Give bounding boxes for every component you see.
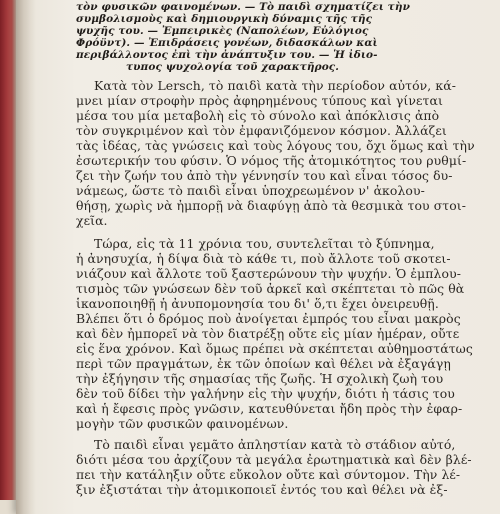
paragraph-line: ξιν ἐξιστάται τὴν ἀτομικοποιεῖ ἐντός του καὶ θέλει νὰ ἐξ- xyxy=(76,482,448,497)
footnote-line: συμβολισμοὺς καὶ δημιουργικὴ δύναμις τῆς τῆς xyxy=(76,13,373,25)
footnote-line: Φρόϋντ). — Ἐπιδράσεις γονέων, διδασκάλων καὶ xyxy=(76,37,378,49)
paragraph-line: καὶ δὲν ἠμπορεῖ νὰ τὸν διατρέξῃ οὔτε εἰς μίαν ἡμέραν, οὔτε xyxy=(76,326,460,341)
footnote-line: περιβάλλοντος ἐπὶ τὴν ἀνάπτυξιν του. — Ἡ ἰδιο- xyxy=(76,49,378,61)
paragraph-line: τὰς ἰδέας, τὰς γνώσεις καὶ τοὺς λόγους του, ὄχι ὅμως καὶ τὴν xyxy=(76,138,475,153)
paragraph-line: περὶ τῶν πραγμάτων, ἐκ τῶν ὁποίων καὶ θέλει νὰ ἐξαγάγῃ xyxy=(76,356,451,371)
paragraph-line: δὲν τοῦ δίδει τὴν γαλήνην εἰς τὴν ψυχήν, διότι ἡ τάσις του xyxy=(76,386,455,401)
paragraph-line: χεῖα. xyxy=(76,213,108,228)
paragraph-line: ζει τὴν ζωήν του ἀπὸ τὴν γέννησίν του καὶ εἶναι τόσος δυ- xyxy=(76,168,453,183)
paragraph-line: ἡ ἀνησυχία, ἡ δίψα διὰ τὸ κάθε τι, ποὺ ἄλλοτε τοῦ σκοτει- xyxy=(76,251,451,266)
paragraph-line: Τὸ παιδὶ εἶναι γεμᾶτο ἀπληστίαν κατὰ τὸ στάδιον αὐτό, xyxy=(94,437,456,452)
paragraph-line: θήσῃ, χωρὶς νὰ ἠμπορῇ νὰ διαφύγῃ ἀπὸ τὰ θεσμικὰ του στοι- xyxy=(76,198,467,213)
paragraph-line: τισμὸς τῶν γνώσεων δὲν τοῦ ἀρκεῖ καὶ σκέπτεται τὸ πῶς θὰ xyxy=(76,281,465,296)
page-gutter-shadow xyxy=(16,0,36,514)
paragraph-line: ἐσωτερικήν του φύσιν. Ὁ νόμος τῆς ἀτομικότητος του ρυθμί- xyxy=(76,153,467,168)
paragraph-line: Κατὰ τὸν Lersch, τὸ παιδὶ κατὰ τὴν περίοδον αὐτόν, κά- xyxy=(94,78,456,93)
footnote-line: τὸν φυσικῶν φαινομένων. — Τὸ παιδὶ σχηματίζει τὴν xyxy=(76,1,410,13)
paragraph-line: καὶ ἡ ἔφεσις πρὸς γνῶσιν, κατευθύνεται ἤδη πρὸς τὴν ἐφαρ- xyxy=(76,401,463,416)
paragraph-line: τὸν συγκριμένον καὶ τὸν ἐμφανιζόμενον κόσμον. Ἀλλάζει xyxy=(76,123,447,138)
paragraph-line: νάμεως, ὥστε τὸ παιδὶ εἶναι ὑποχρεωμένον ν' ἀκολου- xyxy=(76,183,425,198)
book-page xyxy=(16,0,500,514)
paragraph-line: μογὴν τῶν φυσικῶν φαινομένων. xyxy=(76,416,289,431)
adjacent-book-cover xyxy=(0,0,16,500)
paragraph-line: νιάζουν καὶ ἄλλοτε τοῦ ξαστερώνουν τὴν ψυχήν. Ὁ ἐμπλου- xyxy=(76,266,461,281)
paragraph-line: μέσα του μία μεταβολὴ εἰς τὸ σύνολο καὶ ἀπόκλισις ἀπὸ xyxy=(76,108,440,123)
paragraph-line: μνει μίαν στροφὴν πρὸς ἀφηρημένους τύπους καὶ γίνεται xyxy=(76,93,443,108)
paragraph-line: Τώρα, εἰς τὰ 11 χρόνια του, συντελεῖται τὸ ξύπνημα, xyxy=(94,236,435,251)
paragraph-line: Βλέπει ὅτι ὁ δρόμος ποὺ ἀνοίγεται ἐμπρός του εἶναι μακρὸς xyxy=(76,311,461,326)
footnote-line: ψυχῆς του. — Ἐμπειρικὲς (Ναπολέων, Εὐλόγιος xyxy=(76,25,369,37)
paragraph-line: πει τὴν κατάληξιν οὔτε εὔκολον οὔτε καὶ σύντομον. Τὴν λέ- xyxy=(76,467,461,482)
paragraph-line: εἰς ἕνα χρόνον. Καὶ ὅμως πρέπει νὰ σκέπτεται αὐθημοστάτως xyxy=(76,341,473,356)
paragraph-line: τὴν ἐξήγησιν τῆς σημασίας τῆς ζωῆς. Ἡ σχολικὴ ζωὴ του xyxy=(76,371,444,386)
footnote-line: τυπος ψυχολογία τοῦ χαρακτῆρος. xyxy=(126,61,340,73)
paragraph-line: διότι μέσα του ἀρχίζουν τὰ μεγάλα ἐρωτηματικὰ καὶ δὲν βλέ- xyxy=(76,452,472,467)
paragraph-line: ἱκανοποιηθῇ ἡ ἀνυπομονησία του δι' ὅ,τι ἔχει ὀνειρευθῇ. xyxy=(76,296,439,311)
